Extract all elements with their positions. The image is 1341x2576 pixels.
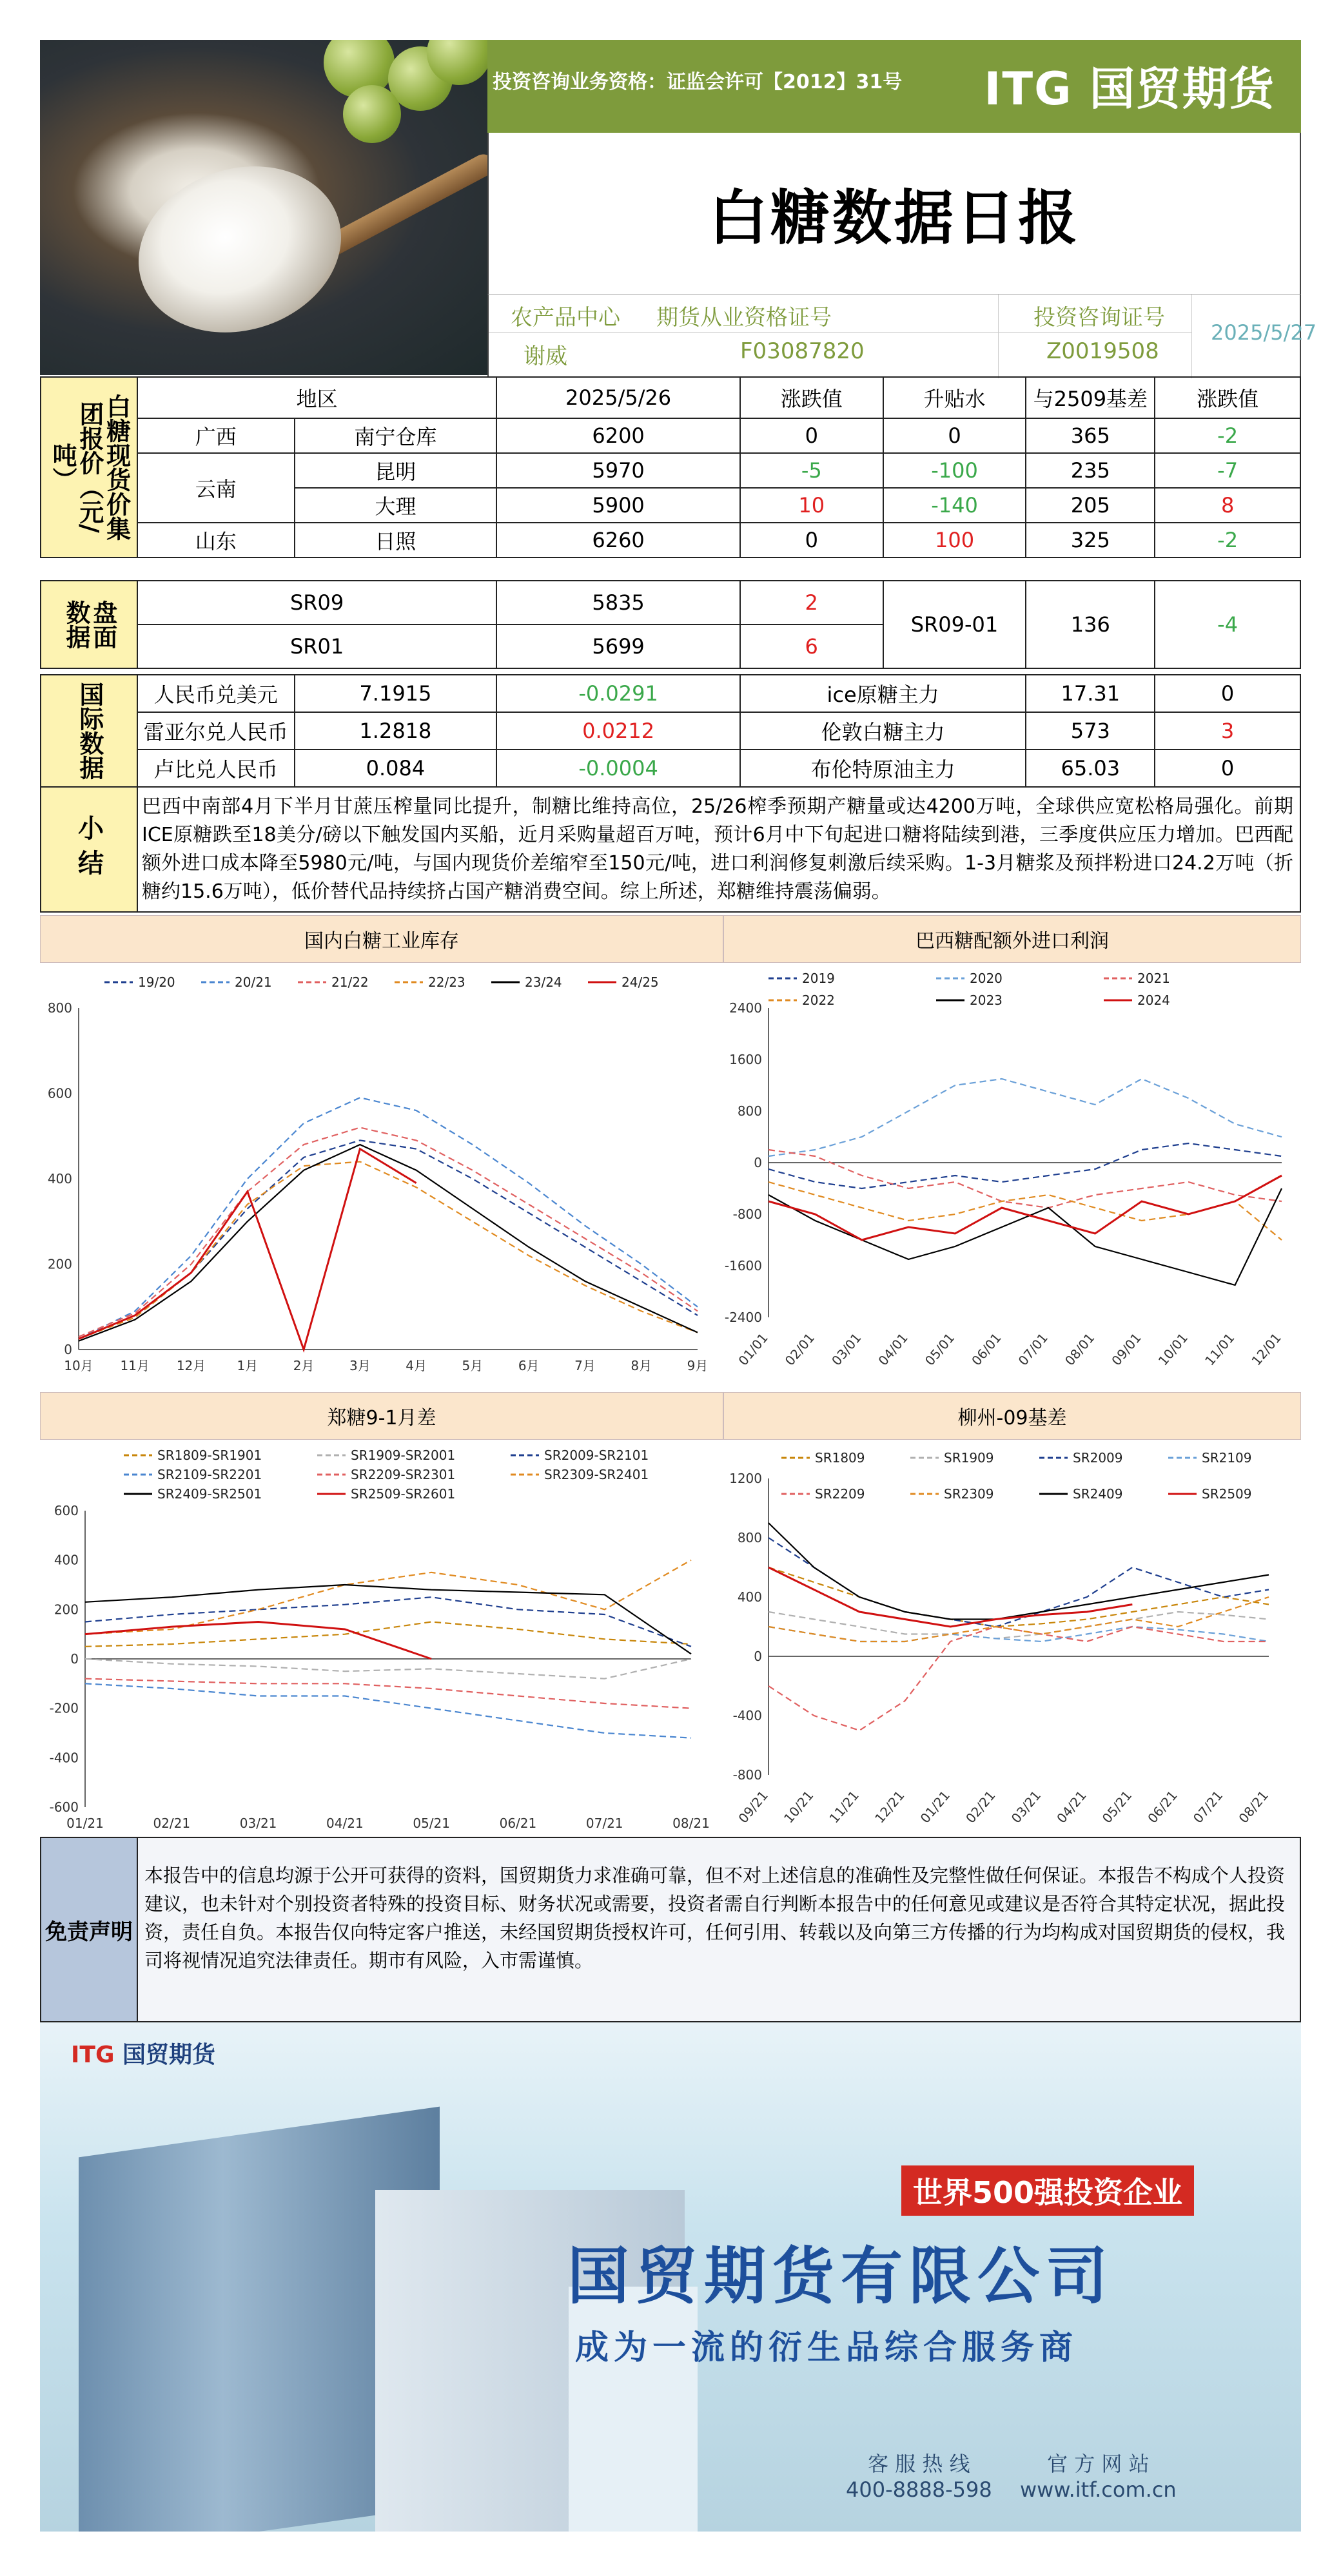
dept-label: 农产品中心: [511, 305, 620, 331]
y-tick-label: 0: [70, 1651, 79, 1667]
legend-label: 2019: [802, 971, 835, 986]
company-tagline: 成为一流的衍生品综合服务商: [575, 2329, 1079, 2367]
summary-section: [40, 786, 1301, 913]
inventory-chart: [40, 963, 723, 1388]
ad-slogan: 世界500强投资企业: [901, 2165, 1194, 2216]
y-tick-label: -200: [49, 1700, 79, 1716]
series-line: [768, 1627, 1269, 1730]
legend-label: SR2109: [1202, 1450, 1252, 1466]
invest-cert-label: 投资咨询证号: [1033, 305, 1165, 331]
import-profit-chart: [723, 963, 1301, 1388]
col-basis-change: 涨跌值: [1155, 377, 1300, 418]
col-basis: 与2509基差: [1026, 377, 1155, 418]
legend-label: SR1909-SR2001: [351, 1448, 456, 1463]
spot-group-label: 白糖现货价集团报价（元/吨）: [41, 377, 137, 557]
y-tick-label: 1600: [729, 1052, 762, 1067]
x-tick-label: 09/01: [1108, 1330, 1144, 1369]
x-tick-label: 04/21: [326, 1816, 364, 1831]
x-tick-label: 08/01: [1061, 1330, 1098, 1369]
invest-cert: Z0019508: [1046, 338, 1159, 364]
y-tick-label: 200: [47, 1256, 72, 1272]
y-tick-label: -1600: [724, 1258, 762, 1273]
x-tick-label: 07/21: [1189, 1787, 1226, 1826]
futures-label: 盘面数据: [41, 581, 137, 668]
x-tick-label: 12/01: [1248, 1330, 1284, 1369]
x-tick-label: 11/01: [1202, 1330, 1238, 1369]
x-tick-label: 5月: [462, 1358, 484, 1373]
x-tick-label: 02/21: [153, 1816, 191, 1831]
series-line: [85, 1622, 691, 1647]
y-tick-label: 400: [47, 1171, 72, 1186]
col-premium: 升贴水: [883, 377, 1026, 418]
legend-label: SR2509: [1202, 1486, 1252, 1502]
futures-cert: F03087820: [740, 338, 865, 364]
spot-price-table: [40, 376, 1301, 558]
y-tick-label: 400: [54, 1552, 79, 1568]
legend-label: SR2009-SR2101: [544, 1448, 649, 1463]
legend-label: 23/24: [525, 974, 562, 990]
legend-label: SR2409-SR2501: [157, 1486, 262, 1502]
series-line: [768, 1567, 1132, 1627]
y-tick-label: 400: [737, 1589, 762, 1605]
y-tick-label: 0: [754, 1155, 762, 1170]
x-tick-label: 4月: [406, 1358, 427, 1373]
x-tick-label: 2月: [293, 1358, 315, 1373]
disclaimer-text: 本报告中的信息均源于公开可获得的资料，国贸期货力求准确可靠，但不对上述信息的准确性及完整性做任何保证。本报告不构成个人投资建议，也未针对个别投资者特殊的投资目标、财务状况或需要，投资者需自行判断本报告中的任何意见或建议是否符合其特定状况，据此投资，责任自负。本报告仅向特定客户推送，未经国贸期货授权许可，任何引用、转载以及向第三方传播的行为均构成对国贸期货的侵权，我司将视情况追究法律责任。期市有风险，入市需谨慎。: [144, 1864, 1286, 1971]
itg-logo: ITG 国贸期货: [984, 63, 1275, 115]
x-tick-label: 7月: [574, 1358, 596, 1373]
y-tick-label: 800: [737, 1530, 762, 1545]
x-tick-label: 06/21: [1144, 1787, 1180, 1826]
legend-label: 2021: [1137, 971, 1170, 986]
futures-cert-label: 期货从业资格证号: [656, 305, 832, 331]
legend-label: SR2209-SR2301: [351, 1467, 456, 1482]
intl-label: 国际数据: [41, 675, 137, 787]
table-row: 广西 南宁仓库 6200 0 0 365 -2: [41, 418, 1300, 453]
x-tick-label: 10/01: [1155, 1330, 1191, 1369]
y-tick-label: -400: [732, 1708, 762, 1723]
x-tick-label: 03/01: [828, 1330, 865, 1369]
x-tick-label: 09/21: [735, 1787, 771, 1826]
legend-label: 19/20: [138, 974, 175, 990]
legend-label: 24/25: [622, 974, 659, 990]
table-row: 盘面数据 SR09 5835 2 SR09-01 136 -4: [41, 581, 1300, 625]
ad-logo: ITG 国贸期货: [71, 2042, 216, 2068]
disclaimer-section: [40, 1837, 1301, 2022]
x-tick-label: 06/01: [968, 1330, 1004, 1369]
series-line: [85, 1679, 691, 1709]
series-line: [79, 1128, 698, 1337]
y-tick-label: -400: [49, 1750, 79, 1766]
y-tick-label: -800: [732, 1767, 762, 1783]
y-tick-label: 1200: [729, 1471, 762, 1486]
hotline: 客 服 热 线 400-8888-598: [846, 2452, 992, 2502]
header-band: [487, 40, 1301, 133]
y-tick-label: 200: [54, 1602, 79, 1618]
y-tick-label: 0: [754, 1649, 762, 1664]
summary-label: 小结: [41, 788, 138, 911]
company-ad-banner: [40, 2022, 1301, 2532]
series-line: [85, 1622, 431, 1660]
x-tick-label: 05/01: [921, 1330, 958, 1369]
x-tick-label: 3月: [349, 1358, 371, 1373]
x-tick-label: 11/21: [826, 1787, 862, 1826]
y-tick-label: 800: [47, 1000, 72, 1016]
x-tick-label: 10月: [64, 1358, 93, 1373]
report-title: 白糖数据日报: [487, 133, 1301, 294]
legend-label: SR2309-SR2401: [544, 1467, 649, 1482]
legend-label: 2024: [1137, 993, 1170, 1008]
x-tick-label: 11月: [120, 1358, 150, 1373]
chart-title-import-profit: 巴西糖配额外进口利润: [723, 915, 1301, 963]
basis-chart: [723, 1440, 1301, 1833]
legend-label: 21/22: [331, 974, 369, 990]
x-tick-label: 03/21: [1008, 1787, 1044, 1826]
series-line: [768, 1079, 1282, 1156]
summary-text: 巴西中南部4月下半月甘蔗压榨量同比提升，制糖比维持高位，25/26榨季预期产糖量或达4200万吨，全球供应宽松格局强化。前期ICE原糖跌至18美分/磅以下触发国内买船，近月采购量超百万吨，预计6月中下旬起进口糖将陆续到港，三季度供应压力增加。巴西配额外进口成本降至5980元/吨，与国内现货价差缩窄至150元/吨，进口利润修复刺激后续采购。1-3月糖浆及预拌粉进口24.2万吨（折糖约15.6万吨），低价替代品持续挤占国产糖消费空间。综上所述，郑糖维持震荡偏弱。: [142, 795, 1293, 903]
x-tick-label: 06/21: [499, 1816, 537, 1831]
col-region: 地区: [137, 377, 496, 418]
x-tick-label: 02/01: [781, 1330, 818, 1369]
website[interactable]: 官 方 网 站 www.itf.com.cn: [1020, 2452, 1177, 2502]
series-line: [85, 1659, 691, 1679]
x-tick-label: 01/01: [735, 1330, 771, 1369]
y-tick-label: -2400: [724, 1310, 762, 1325]
legend-label: SR2009: [1073, 1450, 1123, 1466]
y-tick-label: 2400: [729, 1000, 762, 1016]
legend-label: SR2209: [815, 1486, 865, 1502]
series-line: [768, 1143, 1282, 1188]
legend-label: SR2309: [944, 1486, 994, 1502]
legend-label: 20/21: [235, 974, 272, 990]
report-date: 2025/5/27: [1211, 320, 1317, 345]
table-row: 大理 5900 10 -140 205 8: [41, 488, 1300, 523]
x-tick-label: 8月: [631, 1358, 652, 1373]
legend-label: SR1809: [815, 1450, 865, 1466]
x-tick-label: 1月: [237, 1358, 259, 1373]
x-tick-label: 08/21: [672, 1816, 710, 1831]
legend-label: 22/23: [428, 974, 465, 990]
legend-label: SR1909: [944, 1450, 994, 1466]
y-tick-label: 600: [47, 1085, 72, 1101]
x-tick-label: 04/21: [1053, 1787, 1090, 1826]
legend-label: SR2409: [1073, 1486, 1123, 1502]
legend-label: 2022: [802, 993, 835, 1008]
chart-title-inventory: 国内白糖工业库存: [40, 915, 723, 963]
y-tick-label: -600: [49, 1799, 79, 1815]
x-tick-label: 03/21: [239, 1816, 277, 1831]
x-tick-label: 10/21: [780, 1787, 817, 1826]
table-row: 云南 昆明 5970 -5 -100 235 -7: [41, 453, 1300, 488]
x-tick-label: 01/21: [917, 1787, 954, 1826]
legend-label: SR2109-SR2201: [157, 1467, 262, 1482]
legend-label: SR2509-SR2601: [351, 1486, 456, 1502]
col-change: 涨跌值: [740, 377, 883, 418]
x-tick-label: 04/01: [875, 1330, 911, 1369]
x-tick-label: 12/21: [872, 1787, 908, 1826]
table-row: 卢比兑人民币 0.084 -0.0004 布伦特原油主力 65.03 0: [41, 750, 1300, 787]
x-tick-label: 05/21: [413, 1816, 450, 1831]
y-tick-label: 800: [737, 1103, 762, 1119]
table-row: 山东 日照 6260 0 100 325 -2: [41, 523, 1300, 557]
license-text: 投资咨询业务资格：证监会许可【2012】31号: [493, 71, 903, 93]
sugar-spoon-photo: [40, 40, 487, 375]
x-tick-label: 08/21: [1235, 1787, 1271, 1826]
analyst-name: 谢威: [524, 344, 567, 369]
y-tick-label: 600: [54, 1503, 79, 1518]
analyst-info: [487, 294, 1317, 378]
x-tick-label: 02/21: [963, 1787, 999, 1826]
x-tick-label: 6月: [518, 1358, 540, 1373]
x-tick-label: 12月: [176, 1358, 206, 1373]
futures-table: [40, 580, 1301, 669]
x-tick-label: 05/21: [1099, 1787, 1135, 1826]
table-row: 雷亚尔兑人民币 1.2818 0.0212 伦敦白糖主力 573 3: [41, 712, 1300, 750]
col-date: 2025/5/26: [496, 377, 740, 418]
x-tick-label: 07/01: [1015, 1330, 1052, 1369]
series-line: [79, 1098, 698, 1339]
intl-table: [40, 674, 1301, 788]
x-tick-label: 01/21: [66, 1816, 104, 1831]
x-tick-label: 07/21: [585, 1816, 623, 1831]
y-tick-label: 0: [64, 1342, 72, 1357]
table-row: SR01 5699 6: [41, 625, 1300, 668]
chart-title-spread: 郑糖9-1月差: [40, 1392, 723, 1440]
chart-title-basis: 柳州-09基差: [723, 1392, 1301, 1440]
spread-chart: [40, 1440, 723, 1833]
legend-label: SR1809-SR1901: [157, 1448, 262, 1463]
legend-label: 2020: [970, 971, 1003, 986]
series-line: [85, 1683, 691, 1738]
disclaimer-label: 免责声明: [41, 1838, 138, 2021]
company-name: 国贸期货有限公司: [567, 2240, 1114, 2312]
y-tick-label: -800: [732, 1206, 762, 1222]
x-tick-label: 9月: [687, 1358, 709, 1373]
table-row: 国际数据 人民币兑美元 7.1915 -0.0291 ice原糖主力 17.31 0: [41, 675, 1300, 712]
legend-label: 2023: [970, 993, 1003, 1008]
series-line: [768, 1176, 1282, 1240]
series-line: [768, 1188, 1282, 1285]
